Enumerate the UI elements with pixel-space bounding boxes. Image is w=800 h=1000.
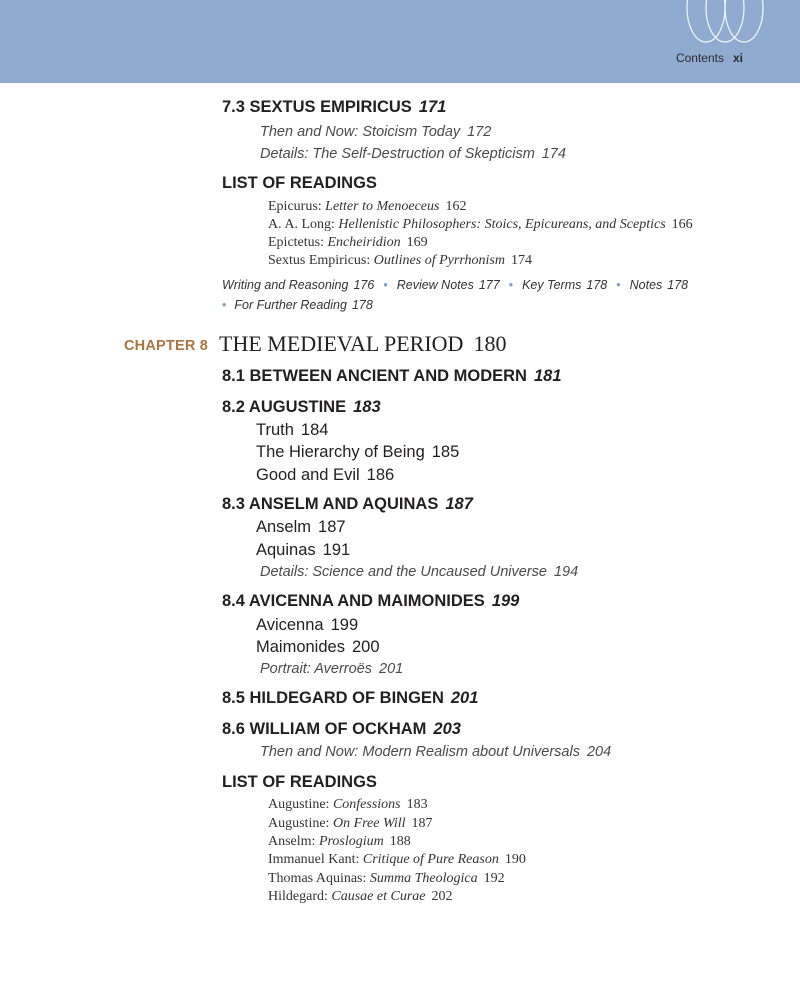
- toc-subentry[interactable]: [256, 518, 346, 537]
- reading-entry[interactable]: [268, 253, 532, 269]
- toc-section-heading[interactable]: [222, 689, 478, 708]
- reading-author: Epictetus:: [268, 235, 324, 250]
- reading-entry[interactable]: [268, 235, 428, 251]
- reading-author: Hildegard:: [268, 889, 328, 904]
- reading-page: 202: [431, 889, 453, 904]
- bullet-icon: •: [383, 278, 388, 292]
- end-matter-line: [222, 278, 688, 292]
- toc-feature-entry[interactable]: [260, 661, 403, 677]
- reading-work: On Free Will: [332, 816, 406, 831]
- section-title: 8.5 HILDEGARD OF BINGEN: [222, 689, 444, 707]
- reading-author: Anselm:: [268, 834, 316, 849]
- toc-section-heading[interactable]: [222, 592, 519, 611]
- section-title: 8.3 ANSELM AND AQUINAS: [222, 495, 439, 513]
- toc-subentry[interactable]: [256, 466, 394, 485]
- chapter-page: 180: [473, 331, 507, 356]
- reading-entry[interactable]: [268, 889, 452, 905]
- subentry-page: 187: [318, 518, 346, 536]
- toc-feature-entry[interactable]: [260, 124, 491, 140]
- reading-work: Encheiridion: [327, 235, 401, 250]
- feature-page: 194: [553, 564, 579, 580]
- feature-title: Then and Now: Modern Realism about Universals: [260, 744, 580, 760]
- end-matter-label: Notes: [629, 278, 663, 292]
- reading-page: 162: [445, 199, 467, 214]
- section-title: 8.6 WILLIAM OF OCKHAM: [222, 720, 427, 738]
- header-band: [0, 0, 800, 83]
- end-matter-item[interactable]: [234, 298, 372, 312]
- chapter-title[interactable]: [219, 331, 506, 357]
- toc-subentry[interactable]: [256, 443, 459, 462]
- bullet-icon: •: [222, 298, 227, 312]
- feature-page: 174: [541, 146, 566, 162]
- toc-subentry[interactable]: [256, 541, 350, 560]
- reading-page: 166: [671, 217, 693, 232]
- reading-author: A. A. Long:: [268, 217, 335, 232]
- readings-heading: LIST OF READINGS: [222, 773, 377, 791]
- subentry-page: 199: [330, 616, 359, 634]
- toc-section-heading[interactable]: [222, 720, 461, 739]
- end-matter-page: 178: [667, 278, 689, 292]
- end-matter-item[interactable]: [397, 278, 500, 292]
- end-matter-page: 178: [351, 298, 373, 312]
- reading-page: 192: [483, 871, 505, 886]
- reading-entry[interactable]: [268, 199, 466, 215]
- section-page: 187: [445, 495, 473, 513]
- section-page: 171: [418, 98, 447, 116]
- subentry-page: 200: [351, 638, 380, 656]
- end-matter-label: For Further Reading: [234, 298, 347, 312]
- section-page: 201: [450, 689, 479, 707]
- end-matter-item[interactable]: [222, 278, 374, 292]
- section-page: 199: [491, 592, 520, 610]
- toc-feature-entry[interactable]: [260, 146, 566, 162]
- end-matter-label: Review Notes: [396, 278, 474, 292]
- end-matter-item[interactable]: [522, 278, 607, 292]
- feature-title: Portrait: Averroës: [260, 661, 373, 677]
- reading-entry[interactable]: [268, 852, 526, 868]
- end-matter-page: 177: [478, 278, 500, 292]
- toc-subentry[interactable]: [256, 421, 328, 440]
- reading-page: 187: [411, 816, 433, 831]
- reading-entry[interactable]: [268, 217, 693, 233]
- readings-heading: LIST OF READINGS: [222, 174, 377, 192]
- feature-page: 204: [586, 744, 612, 760]
- toc-subentry[interactable]: [256, 638, 380, 657]
- section-page: 183: [353, 398, 381, 416]
- toc-feature-entry[interactable]: [260, 564, 578, 580]
- end-matter-item[interactable]: [630, 278, 689, 292]
- section-title: 8.1 BETWEEN ANCIENT AND MODERN: [222, 367, 527, 385]
- reading-author: Epicurus:: [268, 199, 322, 214]
- reading-work: Summa Theologica: [369, 871, 478, 886]
- reading-author: Immanuel Kant:: [268, 852, 360, 867]
- end-matter-label: Writing and Reasoning: [222, 278, 349, 292]
- bullet-icon: •: [616, 278, 621, 292]
- end-matter-label: Key Terms: [522, 278, 582, 292]
- toc-section-heading[interactable]: [222, 98, 446, 117]
- section-page: 181: [533, 367, 562, 385]
- subentry-title: Good and Evil: [256, 466, 360, 484]
- running-head: [676, 51, 743, 65]
- reading-page: 188: [389, 834, 411, 849]
- toc-section-heading[interactable]: [222, 398, 381, 417]
- feature-page: 172: [467, 124, 492, 140]
- subentry-page: 185: [431, 443, 460, 461]
- subentry-title: Aquinas: [256, 541, 316, 559]
- reading-entry[interactable]: [268, 816, 433, 832]
- ellipse-ornament-icon: [680, 0, 770, 50]
- feature-title: Details: The Self-Destruction of Skepticism: [260, 146, 535, 162]
- subentry-title: The Hierarchy of Being: [256, 443, 425, 461]
- section-title: 8.4 AVICENNA AND MAIMONIDES: [222, 592, 485, 610]
- reading-page: 190: [504, 852, 526, 867]
- section-page: 203: [433, 720, 461, 738]
- subentry-title: Anselm: [256, 518, 312, 536]
- end-matter-page: 178: [586, 278, 608, 292]
- chapter-title-text: THE MEDIEVAL PERIOD: [219, 331, 464, 356]
- subentry-title: Maimonides: [256, 638, 345, 656]
- feature-title: Details: Science and the Uncaused Universe: [260, 564, 547, 580]
- toc-section-heading[interactable]: [222, 495, 473, 514]
- reading-page: 183: [406, 797, 428, 812]
- toc-feature-entry[interactable]: [260, 744, 611, 760]
- subentry-page: 184: [300, 421, 329, 439]
- bullet-icon: •: [508, 278, 514, 292]
- feature-title: Then and Now: Stoicism Today: [260, 124, 461, 140]
- reading-work: Outlines of Pyrrhonism: [373, 253, 505, 268]
- reading-author: Augustine:: [268, 816, 330, 831]
- folio-number: xi: [732, 51, 743, 65]
- subentry-page: 186: [366, 466, 395, 484]
- reading-entry[interactable]: [268, 871, 505, 887]
- reading-page: 169: [406, 235, 428, 250]
- reading-work: Causae et Curae: [331, 889, 426, 904]
- chapter-label: CHAPTER 8: [124, 338, 208, 354]
- toc-subentry[interactable]: [256, 616, 358, 635]
- reading-work: Critique of Pure Reason: [362, 852, 499, 867]
- section-title: 8.2 AUGUSTINE: [222, 398, 347, 416]
- reading-work: Confessions: [332, 797, 401, 812]
- reading-page: 174: [510, 253, 532, 268]
- section-title: 7.3 SEXTUS EMPIRICUS: [222, 98, 412, 116]
- subentry-title: Avicenna: [256, 616, 324, 634]
- running-title: Contents: [675, 51, 724, 65]
- reading-author: Sextus Empiricus:: [268, 253, 371, 268]
- reading-author: Augustine:: [268, 797, 330, 812]
- feature-page: 201: [379, 661, 404, 677]
- reading-entry[interactable]: [268, 797, 428, 813]
- reading-work: Proslogium: [318, 834, 384, 849]
- reading-work: Hellenistic Philosophers: Stoics, Epicureans, and Sceptics: [338, 217, 666, 232]
- end-matter-page: 176: [353, 278, 375, 292]
- reading-author: Thomas Aquinas:: [268, 871, 367, 886]
- toc-section-heading[interactable]: [222, 367, 562, 386]
- subentry-page: 191: [322, 541, 351, 559]
- reading-entry[interactable]: [268, 834, 411, 850]
- reading-work: Letter to Menoeceus: [325, 199, 440, 214]
- subentry-title: Truth: [256, 421, 294, 439]
- end-matter-line: [222, 298, 373, 312]
